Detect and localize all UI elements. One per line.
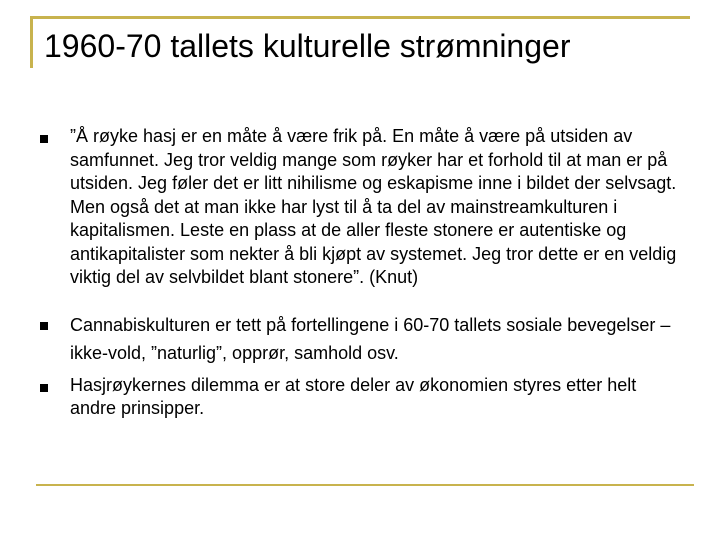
bottom-rule	[36, 484, 694, 486]
square-bullet-icon	[40, 135, 48, 143]
title-frame-left-rule	[30, 16, 33, 68]
slide-title: 1960-70 tallets kulturelle strømninger	[44, 28, 571, 64]
square-bullet-icon	[40, 322, 48, 330]
bullet-item-quote	[40, 125, 680, 290]
square-bullet-icon	[40, 384, 48, 392]
bullet-text: Cannabiskulturen er tett på fortellingene i 60-70 tallets sosiale bevegelser – ikke-vold, ”naturlig”, opprør, samhold osv.	[70, 314, 671, 363]
bullet-list	[40, 125, 680, 421]
bullet-text: Hasjrøykernes dilemma er at store deler av økonomien styres etter helt andre prinsipper.	[70, 374, 637, 418]
bullet-item-cannabis-culture	[40, 311, 680, 367]
title-frame-top-rule	[30, 16, 690, 19]
bullet-text: ”Å røyke hasj er en måte å være frik på. En måte å være på utsiden av samfunnet. Jeg tror veldig mange som røyker har et forhold til at man er på utsiden. Jeg føler det er litt nihilisme og eskapisme inne i bildet der selvsagt. Men også det at man ikke har lyst til å ta del av mainstreamkulturen i kapitalismen. Leste en plass at de aller fleste stonere er autentiske og antikapitalister som nekter å bli kjøpt av systemet. Jeg tror dette er en veldig viktig del av selvbildet blant stonere”. (Knut)	[70, 126, 677, 287]
bullet-item-dilemma	[40, 374, 680, 421]
